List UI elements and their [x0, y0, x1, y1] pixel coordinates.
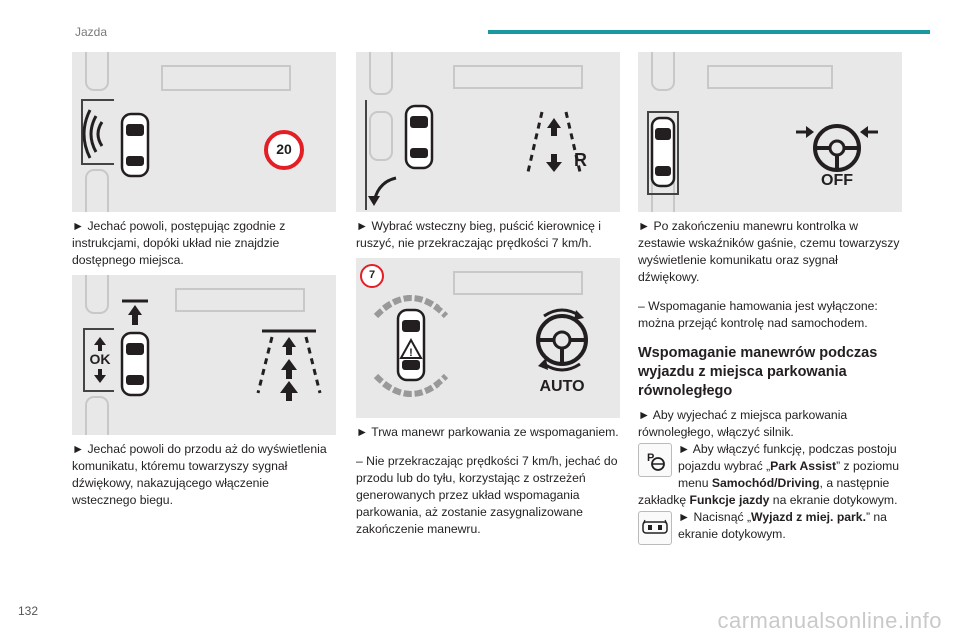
text-part: , a następnie zakładkę	[638, 476, 890, 507]
instruction-speed-limit-warning: – Nie przekraczając prędkości 7 km/h, jechać do przodu lub do tyłu, korzystając z ostrzeżeń generowanych przez układ wspomagania parkowania, aż zostanie zasygnalizowane zakończenie manewru.	[356, 454, 618, 536]
instruction-scan: ► Jechać powoli, postępując zgodnie z instrukcjami, dopóki układ nie znajdzie dostępnego miejsca.	[72, 219, 286, 267]
text-part: ► Nacisnąć „	[678, 510, 752, 524]
off-label: OFF	[821, 172, 853, 189]
tab-label: Funkcje jazdy	[689, 493, 770, 507]
illustration-drive-forward	[72, 275, 336, 435]
section-heading: Wspomaganie manewrów podczas wyjazdu z miejsca parkowania równoległego	[638, 345, 878, 399]
page-number: 132	[18, 604, 39, 618]
svg-text:!: !	[409, 347, 413, 359]
illustration-scanning-for-space	[72, 52, 336, 212]
watermark: carmanualsonline.info	[717, 608, 942, 633]
text-part: ” na ekranie dotykowym.	[678, 510, 887, 541]
speed-limit-sign-label: 20	[276, 141, 292, 157]
illustration-maneuver-complete	[638, 52, 902, 212]
svg-text:P: P	[647, 452, 655, 464]
instruction-reverse: ► Wybrać wsteczny bieg, puścić kierownicę i ruszyć, nie przekraczając prędkości 7 km/h.	[356, 219, 601, 250]
illustration-reverse-gear	[356, 52, 620, 212]
text-part: na ekranie dotykowym.	[769, 493, 898, 507]
park-assist-icon	[638, 443, 672, 477]
text-part: ” z poziomu menu	[678, 459, 900, 490]
instruction-start-engine: ► Aby wyjechać z miejsca parkowania równoległego, włączyć silnik.	[638, 408, 848, 439]
column-2	[356, 52, 620, 538]
instruction-enable-function	[638, 441, 902, 509]
instruction-maneuver-complete: ► Po zakończeniu manewru kontrolka w zestawie wskaźników gaśnie, czemu towarzyszy wyświetlenie komunikatu oraz sygnał dźwiękowy.	[638, 219, 900, 284]
note-braking-off: – Wspomaganie hamowania jest wyłączone: można przejąć kontrolę nad samochodem.	[638, 299, 878, 330]
gear-r-label: R	[574, 150, 587, 170]
text-part: ► Aby włączyć funkcję, podczas postoju pojazdu wybrać „	[678, 442, 897, 473]
park-assist-label: Park Assist	[770, 459, 837, 473]
parking-exit-icon	[638, 511, 672, 545]
exit-parking-label: Wyjazd z miej. park.	[751, 510, 866, 524]
column-3	[638, 52, 902, 547]
speed-badge-label: 7	[368, 269, 376, 281]
ok-label: OK	[89, 351, 111, 367]
header-accent-bar	[488, 30, 930, 34]
car-icon	[122, 114, 148, 176]
instruction-drive-forward: ► Jechać powoli do przodu aż do wyświetlenia komunikatu, któremu towarzyszy sygnał dźwiękowy, nakazującego włączenie wstecznego biegu.	[72, 442, 327, 507]
instruction-press-exit	[638, 509, 902, 543]
header-title: Jazda	[75, 25, 108, 39]
menu-label: Samochód/Driving	[711, 476, 820, 490]
auto-label: AUTO	[539, 378, 585, 395]
instruction-assisted-maneuver: ► Trwa manewr parkowania ze wspomaganiem.	[356, 425, 619, 439]
illustration-assisted-parking	[356, 258, 620, 418]
column-1	[72, 52, 336, 509]
